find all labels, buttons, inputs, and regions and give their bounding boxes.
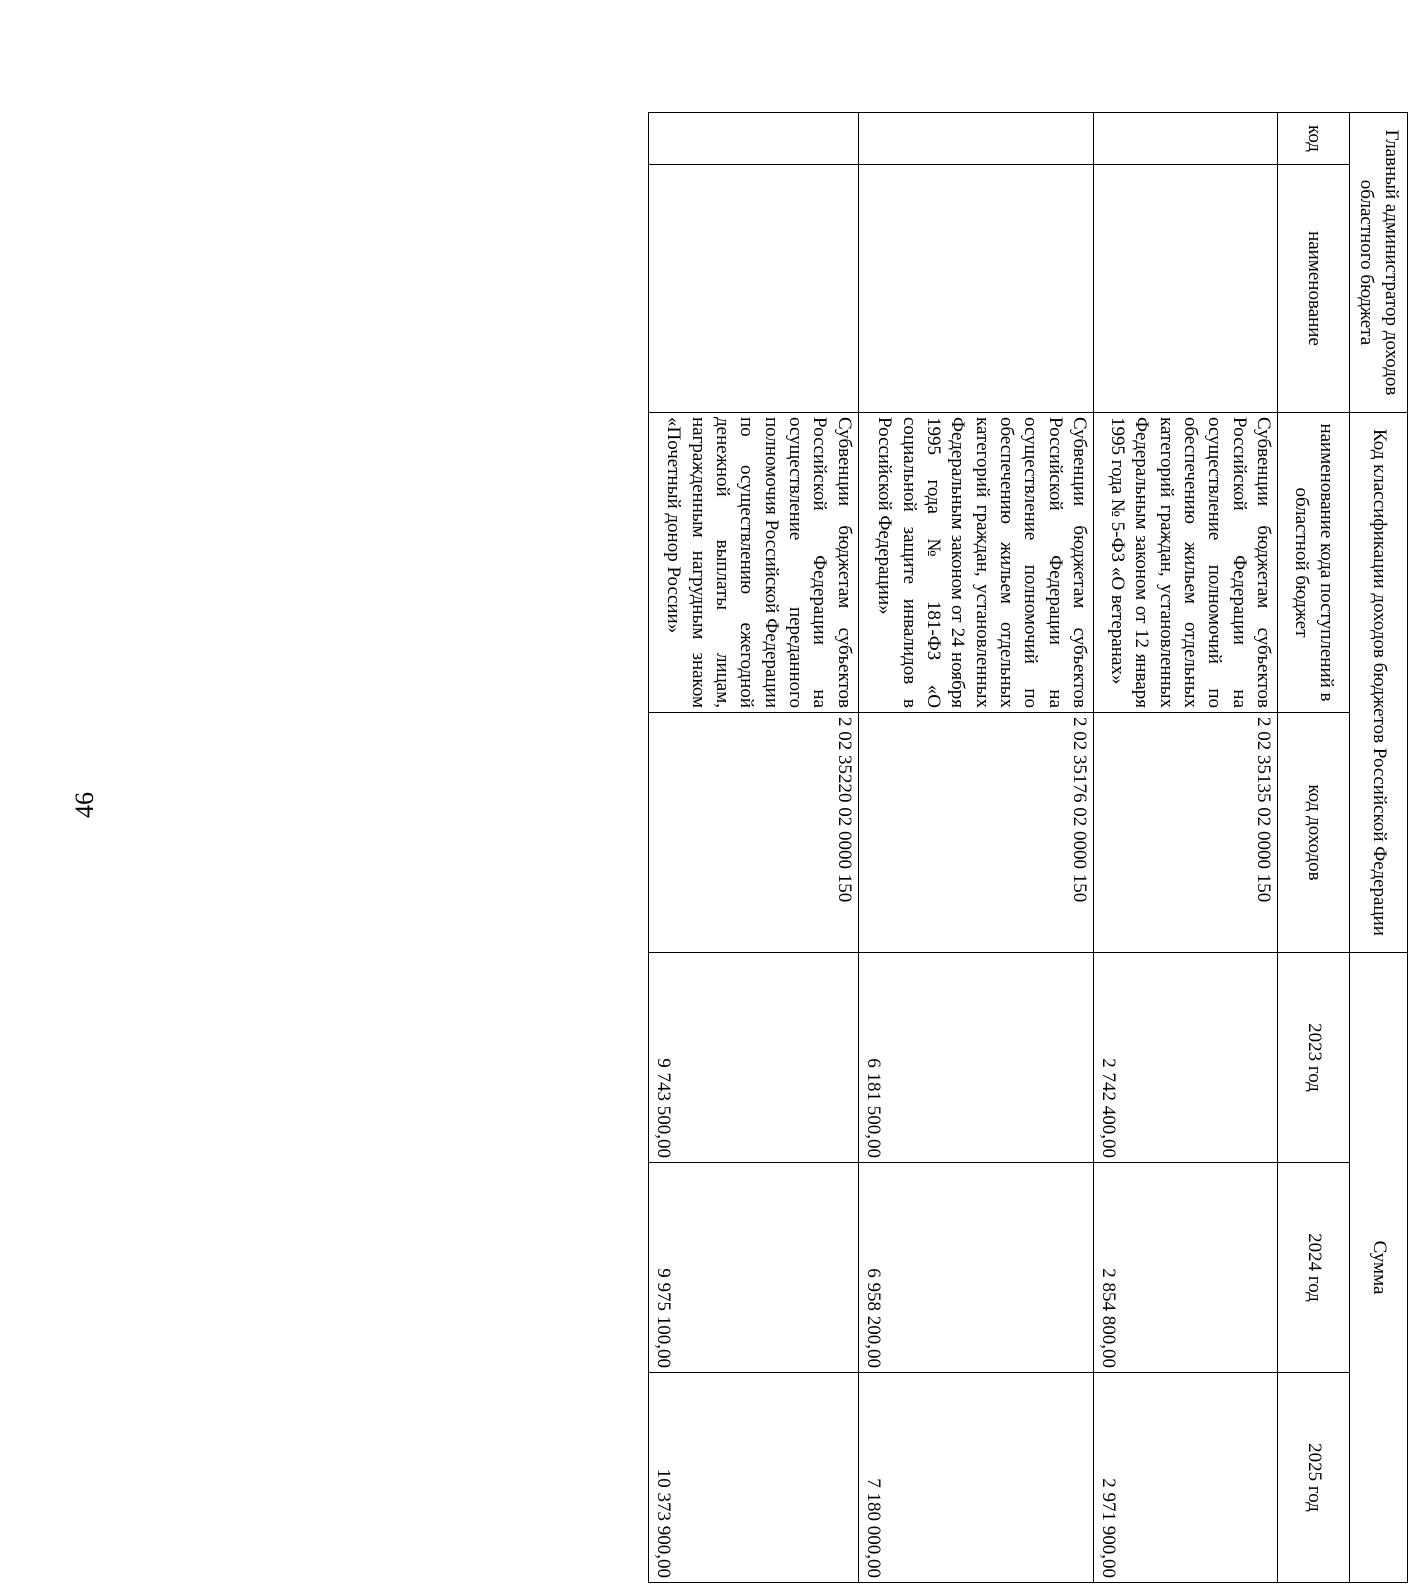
income-code-cell: 2 02 35220 02 0000 150 xyxy=(649,713,859,953)
year-2023-header: 2023 год xyxy=(1278,953,1350,1163)
sum-2024-cell: 9 975 100,00 xyxy=(649,1163,859,1373)
income-code-cell: 2 02 35176 02 0000 150 xyxy=(858,713,1093,953)
sum-2025-cell: 2 971 900,00 xyxy=(1093,1373,1277,1583)
income-name-cell: Субвенции бюджетам субъектов Российской Федерации на осуществление полномочий по обеспечению жильем отдельных категорий граждан, установленных Федеральным законом от 24 ноября 1995 года № 181-ФЗ «О социальной защите инвалидов в Российской Федерации» xyxy=(858,413,1093,713)
sum-2024-cell: 2 854 800,00 xyxy=(1093,1163,1277,1373)
budget-table-sheet xyxy=(648,112,1408,1582)
sum-2023-cell: 9 743 500,00 xyxy=(649,953,859,1163)
sum-2023-cell: 2 742 400,00 xyxy=(1093,953,1277,1163)
year-2024-header: 2024 год xyxy=(1278,1163,1350,1373)
admin-group-header: Главный администратор доходов областного бюджета xyxy=(1350,113,1408,413)
sum-2024-cell: 6 958 200,00 xyxy=(858,1163,1093,1373)
sum-group-header: Сумма xyxy=(1350,953,1408,1583)
income-code-cell: 2 02 35135 02 0000 150 xyxy=(1093,713,1277,953)
income-code-header: код доходов xyxy=(1278,713,1350,953)
year-2025-header: 2025 год xyxy=(1278,1373,1350,1583)
admin-code-header: код xyxy=(1278,113,1350,165)
classification-name-header: наименование кода поступлений в областной бюджет xyxy=(1278,413,1350,713)
admin-name-cell xyxy=(649,165,859,413)
classification-group-header: Код классификации доходов бюджетов Российской Федерации xyxy=(1350,413,1408,953)
admin-name-cell xyxy=(858,165,1093,413)
sum-2025-cell: 7 180 000,00 xyxy=(858,1373,1093,1583)
table-row xyxy=(649,113,859,1583)
table-row xyxy=(1093,113,1277,1583)
page-number: 46 xyxy=(70,792,99,818)
admin-code-cell xyxy=(1093,113,1277,165)
admin-name-header: наименование xyxy=(1278,165,1350,413)
sum-2023-cell: 6 181 500,00 xyxy=(858,953,1093,1163)
admin-code-cell xyxy=(858,113,1093,165)
table-row xyxy=(858,113,1093,1583)
admin-name-cell xyxy=(1093,165,1277,413)
admin-code-cell xyxy=(649,113,859,165)
income-name-cell: Субвенции бюджетам субъектов Российской Федерации на осуществление переданного полномочия Российской Федерации по осуществлению ежегодной денежной выплаты лицам, награжденным нагрудным знаком «Почетный донор России» xyxy=(649,413,859,713)
sum-2025-cell: 10 373 900,00 xyxy=(649,1373,859,1583)
budget-table xyxy=(648,112,1408,1583)
income-name-cell: Субвенции бюджетам субъектов Российской Федерации на осуществление полномочий по обеспечению жильем отдельных категорий граждан, установленных Федеральным законом от 12 января 1995 года № 5-ФЗ «О ветеранах» xyxy=(1093,413,1277,713)
